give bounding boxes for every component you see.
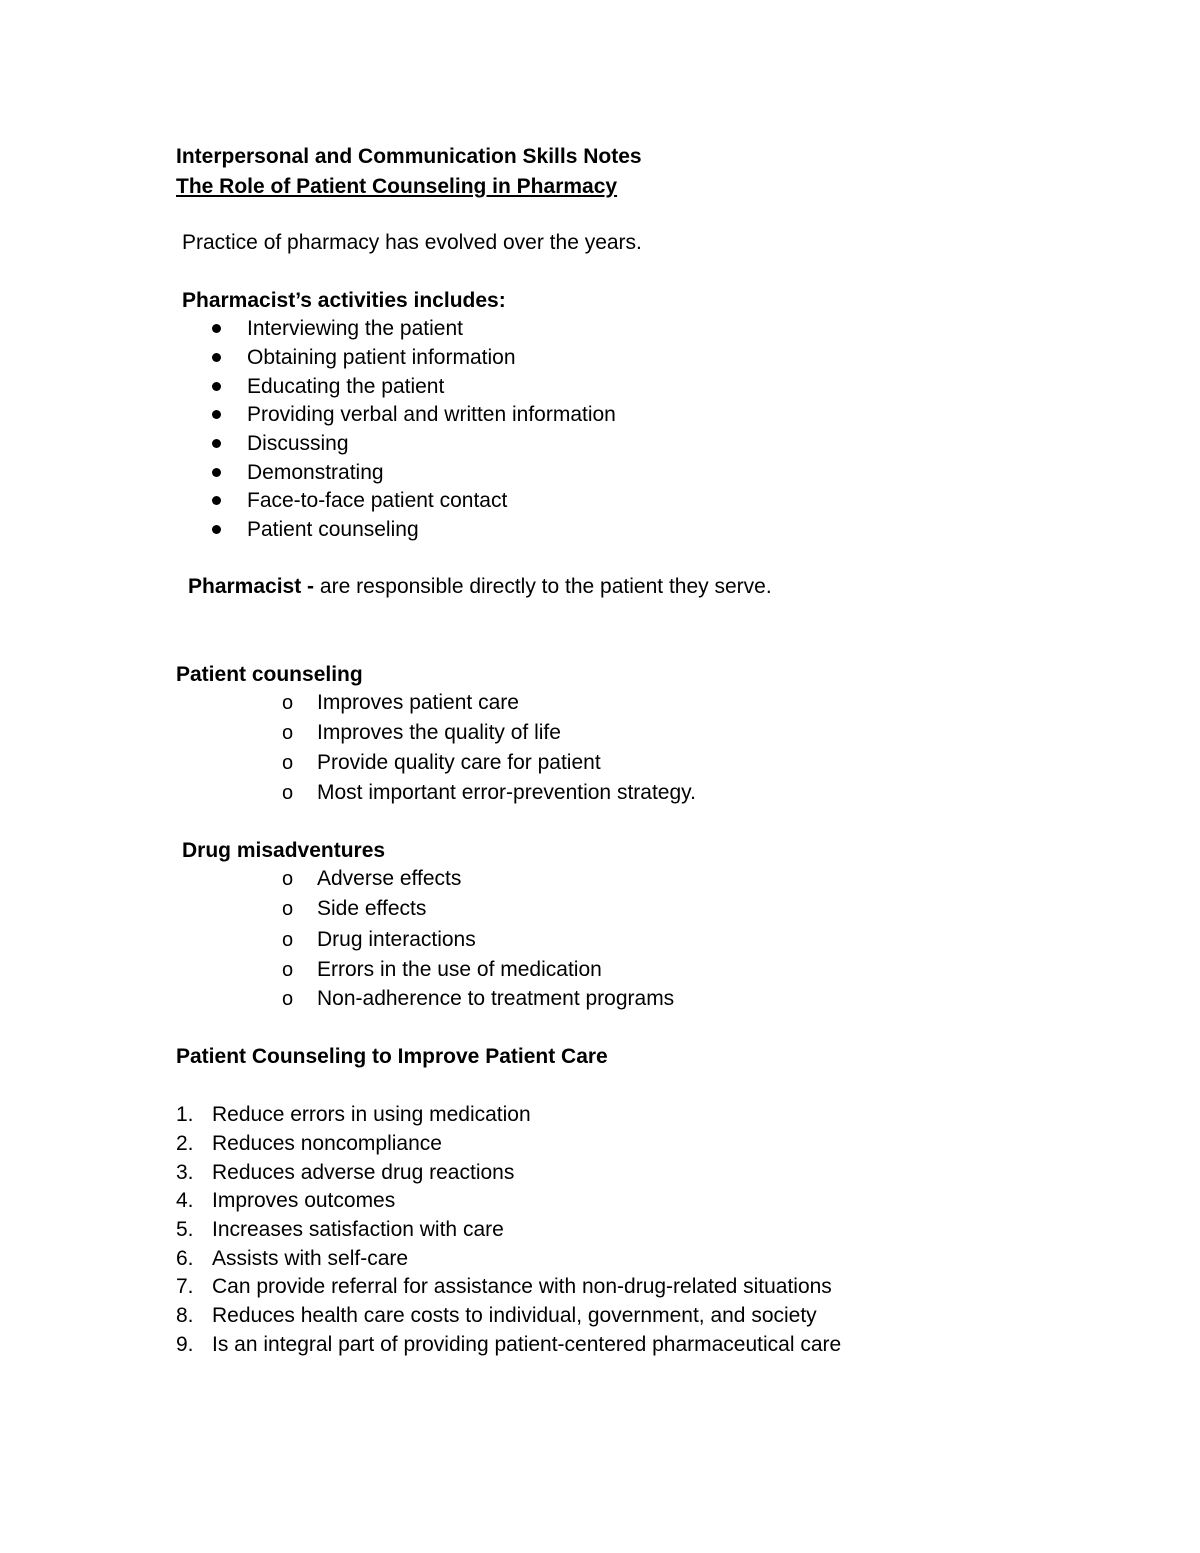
activity-item: Educating the patient	[247, 375, 445, 398]
bullet-icon	[212, 382, 221, 391]
list-number: 7.	[176, 1275, 194, 1298]
circle-bullet-icon: o	[282, 722, 294, 744]
counseling-item: Improves patient care	[317, 691, 519, 714]
bullet-icon	[212, 496, 221, 505]
circle-bullet-icon: o	[282, 692, 294, 714]
bullet-icon	[212, 324, 221, 333]
bullet-icon	[212, 468, 221, 477]
counseling-item: Improves the quality of life	[317, 721, 561, 744]
activities-heading: Pharmacist’s activities includes:	[182, 289, 506, 312]
improve-item: Improves outcomes	[212, 1189, 396, 1212]
list-number: 9.	[176, 1333, 194, 1356]
list-number: 2.	[176, 1132, 194, 1155]
counseling-item: Most important error-prevention strategy.	[317, 781, 696, 804]
misadventure-item: Non-adherence to treatment programs	[317, 987, 675, 1010]
circle-bullet-icon: o	[282, 868, 294, 890]
circle-bullet-icon: o	[282, 752, 294, 774]
misadventure-item: Side effects	[317, 897, 427, 920]
list-number: 1.	[176, 1103, 194, 1126]
bullet-icon	[212, 439, 221, 448]
counseling-item: Provide quality care for patient	[317, 751, 601, 774]
document-subtitle: The Role of Patient Counseling in Pharmacy	[176, 175, 618, 198]
improve-item: Reduces adverse drug reactions	[212, 1161, 515, 1184]
pharmacist-definition	[188, 574, 772, 600]
list-number: 8.	[176, 1304, 194, 1327]
activity-item: Discussing	[247, 432, 349, 455]
pharmacist-text: are responsible directly to the patient they serve.	[319, 575, 772, 598]
circle-bullet-icon: o	[282, 929, 294, 951]
list-number: 6.	[176, 1247, 194, 1270]
list-number: 4.	[176, 1189, 194, 1212]
document-title: Interpersonal and Communication Skills Notes	[176, 145, 642, 168]
circle-bullet-icon: o	[282, 988, 294, 1010]
improve-item: Increases satisfaction with care	[212, 1218, 504, 1241]
activity-item: Obtaining patient information	[247, 346, 516, 369]
list-number: 3.	[176, 1161, 194, 1184]
circle-bullet-icon: o	[282, 898, 294, 920]
improve-item: Reduces health care costs to individual, government, and society	[212, 1304, 817, 1327]
activity-item: Providing verbal and written information	[247, 403, 616, 426]
activity-item: Face-to-face patient contact	[247, 489, 508, 512]
misadventure-item: Drug interactions	[317, 928, 476, 951]
misadventure-item: Errors in the use of medication	[317, 958, 602, 981]
misadventures-heading: Drug misadventures	[182, 839, 386, 862]
misadventure-item: Adverse effects	[317, 867, 462, 890]
activity-item: Patient counseling	[247, 518, 419, 541]
improve-heading: Patient Counseling to Improve Patient Care	[176, 1045, 608, 1068]
bullet-icon	[212, 353, 221, 362]
list-number: 5.	[176, 1218, 194, 1241]
improve-item: Assists with self-care	[212, 1247, 409, 1270]
improve-item: Can provide referral for assistance with non-drug-related situations	[212, 1275, 832, 1298]
activity-item: Demonstrating	[247, 461, 384, 484]
bullet-icon	[212, 410, 221, 419]
improve-item: Reduces noncompliance	[212, 1132, 442, 1155]
bullet-icon	[212, 525, 221, 534]
counseling-heading: Patient counseling	[176, 663, 363, 686]
improve-item: Reduce errors in using medication	[212, 1103, 531, 1126]
activity-item: Interviewing the patient	[247, 317, 463, 340]
improve-item: Is an integral part of providing patient-centered pharmaceutical care	[212, 1333, 842, 1356]
pharmacist-term: Pharmacist -	[188, 575, 315, 598]
circle-bullet-icon: o	[282, 782, 294, 804]
circle-bullet-icon: o	[282, 959, 294, 981]
intro-text: Practice of pharmacy has evolved over the years.	[182, 231, 642, 254]
